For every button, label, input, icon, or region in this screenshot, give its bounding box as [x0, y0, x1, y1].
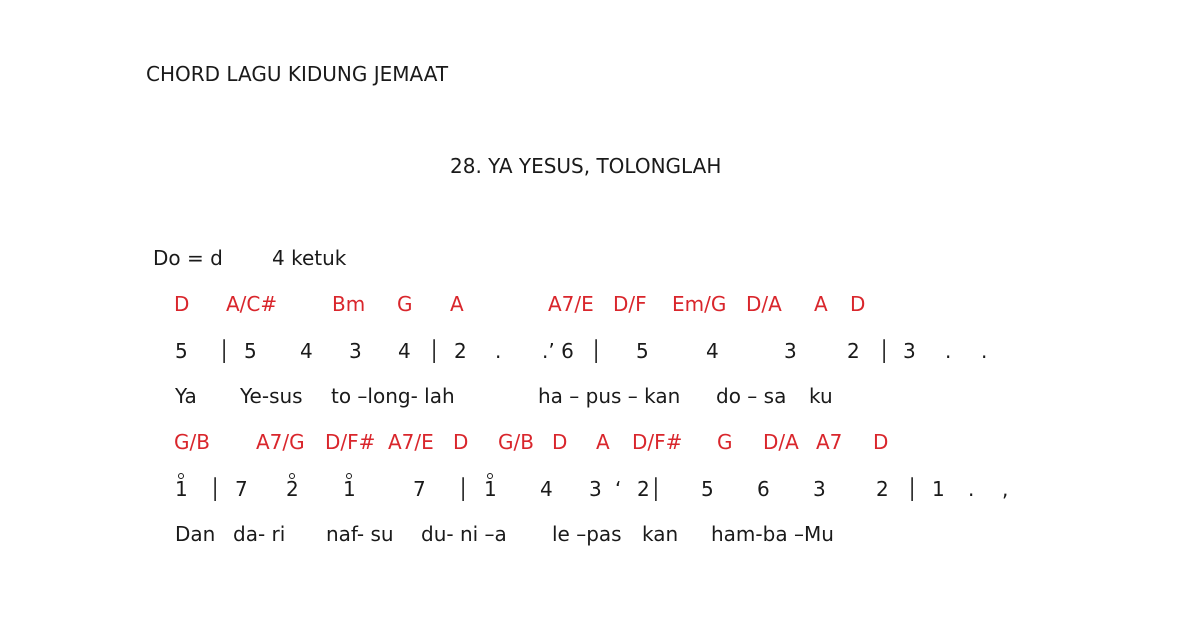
chord: D/F#	[632, 430, 683, 454]
note-value: 1	[484, 477, 497, 501]
note: 4	[706, 339, 719, 363]
note-value: 1	[175, 477, 188, 501]
note-dot: .	[945, 339, 952, 363]
lyric: ham-ba –Mu	[711, 522, 834, 546]
note: .’ 6	[542, 339, 574, 363]
bar-line: │	[218, 339, 231, 363]
note-high-octave	[286, 479, 299, 499]
chord: D	[850, 292, 866, 316]
key-signature: Do = d	[153, 246, 223, 270]
chord: D/A	[746, 292, 782, 316]
note: 2	[876, 477, 889, 501]
chord: A	[596, 430, 610, 454]
lyric: le –pas	[552, 522, 622, 546]
note-dot: .	[968, 477, 975, 501]
chord: G/B	[498, 430, 534, 454]
note: 2	[847, 339, 860, 363]
lyric: kan	[642, 522, 679, 546]
note-value: 1	[343, 477, 356, 501]
note: 4	[540, 477, 553, 501]
chord: D/F	[613, 292, 647, 316]
note: 3	[813, 477, 826, 501]
bar-line: │	[906, 477, 919, 501]
chord: G	[717, 430, 733, 454]
note: 7	[413, 477, 426, 501]
chord: A7/E	[388, 430, 434, 454]
note: 3	[784, 339, 797, 363]
bar-line: │	[457, 477, 470, 501]
bar-line: │	[590, 339, 603, 363]
time-signature: 4 ketuk	[272, 246, 347, 270]
chord: A7/E	[548, 292, 594, 316]
chord: A/C#	[226, 292, 278, 316]
lyric: ku	[809, 384, 833, 408]
note: 6	[757, 477, 770, 501]
note: 1	[932, 477, 945, 501]
chord: A7	[816, 430, 843, 454]
note: 5	[175, 339, 188, 363]
lyric: Ye-sus	[240, 384, 303, 408]
note: 2	[454, 339, 467, 363]
chord: D	[174, 292, 190, 316]
note-dot: .	[495, 339, 502, 363]
chord: Em/G	[672, 292, 727, 316]
song-title: 28. YA YESUS, TOLONGLAH	[450, 154, 722, 178]
chord: A	[814, 292, 828, 316]
lyric: da- ri	[233, 522, 286, 546]
lyric: do – sa	[716, 384, 787, 408]
lyric: Ya	[175, 384, 197, 408]
chord: D	[453, 430, 469, 454]
bar-line: │	[209, 477, 222, 501]
chord: D	[552, 430, 568, 454]
chord: G	[397, 292, 413, 316]
note-dot: .	[981, 339, 988, 363]
chord: A7/G	[256, 430, 305, 454]
note: 2│	[637, 477, 662, 501]
note: 7	[235, 477, 248, 501]
chord: D	[873, 430, 889, 454]
note-high-octave	[175, 479, 188, 499]
note-apostrophe: ‘	[615, 477, 622, 501]
chord: D/F#	[325, 430, 376, 454]
lyric: ha – pus – kan	[538, 384, 681, 408]
note: 3	[589, 477, 602, 501]
note-comma: ,	[1002, 477, 1009, 501]
chord: A	[450, 292, 464, 316]
chord: D/A	[763, 430, 799, 454]
lyric: du- ni –a	[421, 522, 507, 546]
lyric: Dan	[175, 522, 216, 546]
chord: Bm	[332, 292, 366, 316]
note: 5	[244, 339, 257, 363]
note: 5	[636, 339, 649, 363]
note: 3	[903, 339, 916, 363]
note-value: 2	[286, 477, 299, 501]
note: 5	[701, 477, 714, 501]
note: 4	[300, 339, 313, 363]
bar-line: │	[878, 339, 891, 363]
lyric: to –long- lah	[331, 384, 455, 408]
note-high-octave	[343, 479, 356, 499]
chord: G/B	[174, 430, 210, 454]
note: 3	[349, 339, 362, 363]
bar-line: │	[428, 339, 441, 363]
note-high-octave	[484, 479, 497, 499]
document-header: CHORD LAGU KIDUNG JEMAAT	[146, 62, 449, 86]
note: 4	[398, 339, 411, 363]
lyric: naf- su	[326, 522, 394, 546]
